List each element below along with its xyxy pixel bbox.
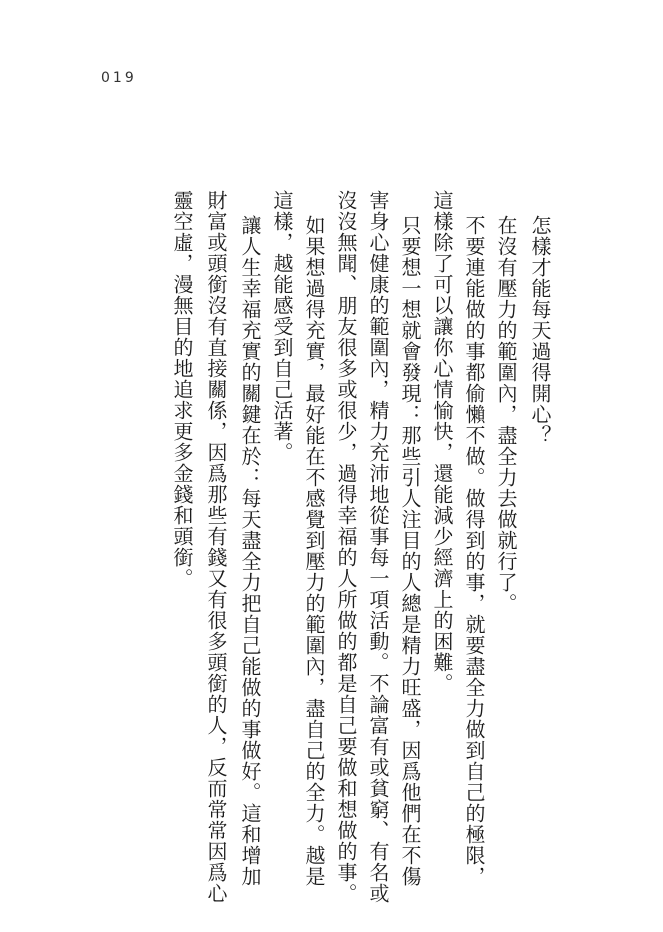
text-column-10: 財富或頭銜沒有直接關係，因爲那些有錢又有很多頭銜的人，反而常常因爲心: [204, 190, 228, 904]
text-column-4: 只要想一想就會發現：那些引人注目的人總是精力旺盛，因爲他們在不傷: [398, 215, 422, 887]
text-column-7: 如果想過得充實，最好能在不感覺到壓力的範圍內，盡自己的全力。越是: [302, 215, 326, 887]
text-column-3: 這樣除了可以讓你心情愉快，還能減少經濟上的困難。: [430, 190, 454, 694]
text-column-5: 害身心健康的範圍內，精力充沛地從事每一項活動。不論富有或貧窮、有名或: [366, 190, 390, 904]
text-column-11: 靈空虛，漫無目的地追求更多金錢和頭銜。: [170, 190, 194, 589]
text-column-8: 這樣，越能感受到自己活著。: [270, 190, 294, 463]
text-column-2: 不要連能做的事都偷懶不做。做得到的事，就要盡全力做到自己的極限，: [462, 215, 486, 887]
page-number: 019: [101, 70, 137, 86]
text-column-6: 沒沒無聞、朋友很多或很少，過得幸福的人所做的都是自己要做和想做的事。: [334, 190, 358, 904]
text-column-9: 讓人生幸福充實的關鍵在於：每天盡全力把自己能做的事做好。這和增加: [238, 215, 262, 887]
text-column-1: 在沒有壓力的範圍內，盡全力去做就行了。: [494, 215, 518, 614]
heading-column: 怎樣才能每天過得開心？: [528, 215, 552, 446]
